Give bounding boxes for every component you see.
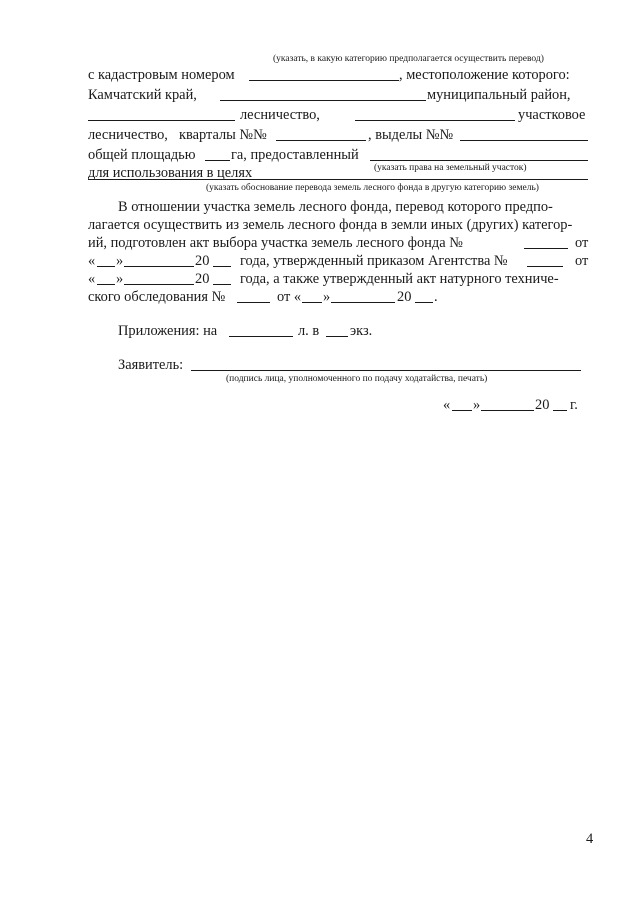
allotments-label: , выделы №№	[368, 127, 454, 143]
signature-blank[interactable]	[191, 370, 581, 371]
page-number: 4	[586, 831, 594, 847]
district-forestry-blank[interactable]	[355, 120, 515, 121]
attachments-label: Приложения: на	[118, 323, 218, 339]
date-year-suffix: г.	[570, 397, 578, 413]
quarters-label: кварталы №№	[179, 127, 267, 143]
date-day-blank[interactable]	[452, 410, 472, 411]
date-year-prefix: 20	[535, 397, 550, 413]
region-label: Камчатский край,	[88, 87, 197, 103]
paragraph-line-1: В отношении участка земель лесного фонда, перевод которого предпо-	[118, 199, 553, 215]
sheets-blank[interactable]	[229, 336, 293, 337]
rights-hint: (указать права на земельный участок)	[374, 163, 527, 173]
sheets-label: л. в	[298, 323, 320, 339]
day-blank-1[interactable]	[97, 266, 115, 267]
forestry-label-2: лесничество,	[88, 127, 168, 143]
location-label: , местоположение которого:	[399, 67, 570, 83]
year-prefix-1: 20	[195, 253, 210, 269]
date-month-blank[interactable]	[481, 410, 534, 411]
period: .	[434, 289, 438, 305]
quote-open-1: «	[88, 253, 96, 269]
year-prefix-2: 20	[195, 271, 210, 287]
quarters-blank[interactable]	[276, 140, 366, 141]
quote-close-2: »	[116, 271, 124, 287]
basis-hint: (указать обоснование перевода земель лесного фонда в другую категорию земель)	[206, 183, 539, 193]
date-quote-close: »	[473, 397, 481, 413]
month-blank-2[interactable]	[124, 284, 194, 285]
municipal-district-label: муниципальный район,	[427, 87, 571, 103]
paragraph-line-3: ий, подготовлен акт выбора участка земель лесного фонда №	[88, 235, 463, 251]
survey-act-label: ского обследования №	[88, 289, 226, 305]
selection-act-number-blank[interactable]	[524, 248, 568, 249]
day-blank-3[interactable]	[302, 302, 322, 303]
area-label: общей площадью	[88, 147, 196, 163]
survey-act-number-blank[interactable]	[237, 302, 270, 303]
rights-blank[interactable]	[370, 160, 588, 161]
municipal-district-blank[interactable]	[220, 100, 426, 101]
survey-act-text: года, а также утвержденный акт натурного техниче-	[240, 271, 559, 287]
year-blank-1[interactable]	[213, 266, 231, 267]
purpose-label: для использования в целях	[88, 165, 253, 181]
from-label-1: от	[575, 235, 589, 251]
order-text: года, утвержденный приказом Агентства №	[240, 253, 508, 269]
copies-blank[interactable]	[326, 336, 348, 337]
applicant-label: Заявитель:	[118, 357, 184, 373]
cadastral-label: с кадастровым номером	[88, 67, 235, 83]
area-blank[interactable]	[205, 160, 230, 161]
day-blank-2[interactable]	[97, 284, 115, 285]
signature-hint: (подпись лица, уполномоченного по подачу ходатайства, печать)	[226, 374, 488, 384]
month-blank-3[interactable]	[331, 302, 395, 303]
quote-open-2: «	[88, 271, 96, 287]
forestry-label: лесничество,	[240, 107, 320, 123]
month-blank-1[interactable]	[124, 266, 194, 267]
purpose-blank[interactable]	[88, 179, 588, 180]
cadastral-number-blank[interactable]	[249, 80, 399, 81]
provided-label: га, предоставленный	[231, 147, 359, 163]
forestry-blank[interactable]	[88, 120, 235, 121]
district-forestry-label: участковое	[518, 107, 586, 123]
quote-close-3: »	[323, 289, 331, 305]
year-blank-2[interactable]	[213, 284, 231, 285]
date-quote-open: «	[443, 397, 451, 413]
from-quote-open: от «	[277, 289, 302, 305]
category-hint: (указать, в какую категорию предполагается осуществить перевод)	[273, 54, 544, 64]
quote-close-1: »	[116, 253, 124, 269]
from-label-2: от	[575, 253, 589, 269]
order-number-blank[interactable]	[527, 266, 563, 267]
date-year-blank[interactable]	[553, 410, 567, 411]
allotments-blank[interactable]	[460, 140, 588, 141]
copies-label: экз.	[350, 323, 373, 339]
year-blank-3[interactable]	[415, 302, 433, 303]
paragraph-line-2: лагается осуществить из земель лесного фонда в земли иных (других) категор-	[88, 217, 573, 233]
year-prefix-3: 20	[397, 289, 412, 305]
